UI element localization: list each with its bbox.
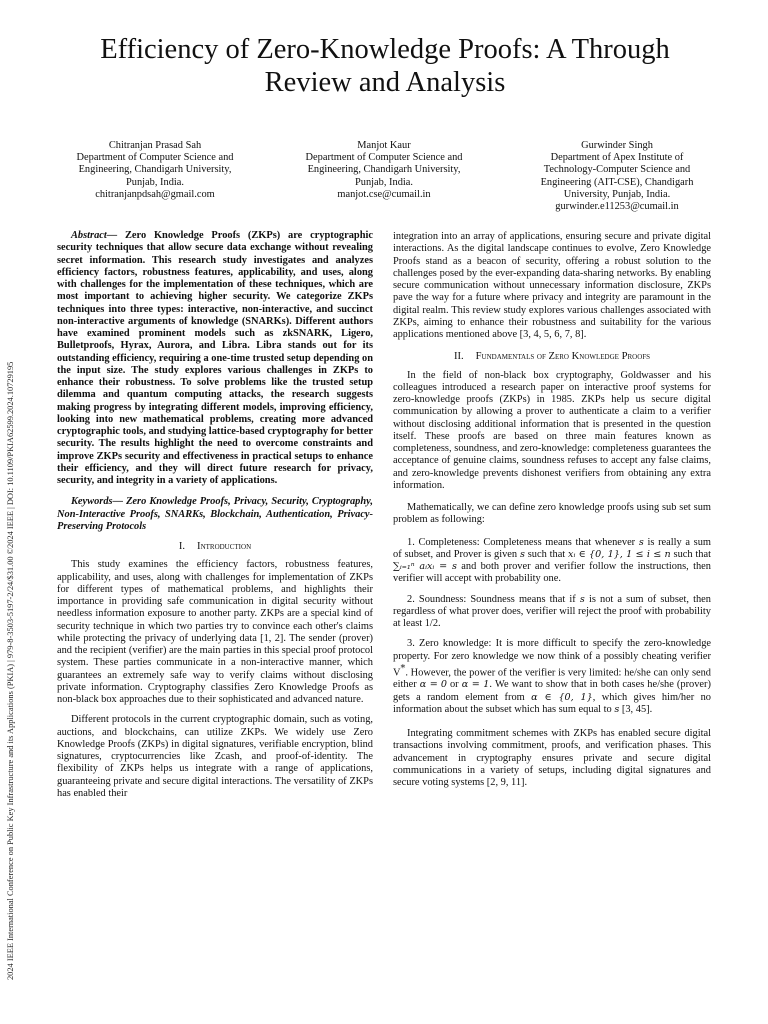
author-name: Gurwinder Singh [581, 140, 653, 151]
paper-title [40, 33, 730, 99]
keywords-label: Keywords— [71, 496, 123, 508]
intro-paragraph-3: integration into an array of applications, ensuring secure and private digital interactions. As the digital landscape continues to evolve, Zero Knowledge Proofs stand as a beacon of security, offering a robust solution to the challenges posed by the ever-expanding data-sharing networks. By enabling secure communication without unnecessary information disclosure, ZKPs pave the way for a future where privacy and integrity are paramount in the digital realm. This review study explores various challenges associated with ZKPs, aiming to enhance their robustness and suitability for the various applications mentioned above [3, 4, 5, 6, 7, 8]. [393, 231, 711, 340]
section-title: Fundamentals of Zero Knowledge Proofs [475, 351, 651, 363]
section-heading-introduction [57, 541, 373, 553]
author-affiliation: Engineering, Chandigarh University, [307, 164, 461, 176]
author-affiliation: Department of Apex Institute of [550, 152, 684, 164]
abstract-text: Zero Knowledge Proofs (ZKPs) are cryptographic security techniques that allow secure data exchange without revealing secret information. This research study investigates and analyzes efficiency factors, robustness features, applicability, and uses, along with challenges for the implementation of these techniques, which are most important to achieving higher security. We categorize ZKPs techniques into three types: interactive, non-interactive, and succinct non-interactive arguments of knowledge (SNARKs). Different authors have examined prominent models such as zkSNARK, Ligero, Bulletproofs, Hyrax, Aurora, and Libra. Libra stands out for its outstanding efficiency, requiring a one-time trusted setup depending on the input size. The study explores various challenges in ZKPs to enhance their robustness. To solve problems like the trusted setup dilemma and quantum computing attacks, the research suggests making progress by integrating different models, improving efficiency, looking into new mathematical problems, creating more advanced cryptographic tools, and studying lattice-based cryptography for better security. The results highlight the need to overcome constraints and improve ZKPs security and effectiveness in practical setups to enhance their efficiency, and they will direct future research for privacy, security, and integrity in a variety of applications. [57, 230, 373, 486]
author-location: Punjab, India. [354, 176, 413, 188]
fundamentals-paragraph-1: In the field of non-black box cryptography, Goldwasser and his colleagues introduced a research paper on interactive proof systems for zero-knowledge proofs (ZKPs) in 1985. ZKPs help us secure digital communication by allowing a prover to authenticate a claim to a verifier without disclosing additional information that is presented in the question itself. These proofs are based on three main features known as completeness, soundness, and zero-knowledge: completeness guarantees the acceptance of genuine claims, soundness refuses to accept any false claims, and zero-knowledge prevents dishonest verifiers from obtaining any extra information. [393, 369, 711, 491]
list-item-soundness: 2. Soundness: Soundness means that if s is not a sum of subset, then regardless of what prover does, verifier will reject the proof with probability at least 1/2. [393, 593, 711, 629]
author-affiliation: Department of Computer Science and [76, 152, 234, 164]
list-item-zero-knowledge: 3. Zero knowledge: It is more difficult to specify the zero-knowledge property. For zero knowledge we now think of a possibly cheating verifier V*. However, the power of the verifier is very limited: he/she can only send either α = 0 or α = 1. We want to show that in both cases he/she (prover) gets a random element from α ∈ {0, 1}, which gives him/her no information about the subset which has sum equal to s [3, 45]. [393, 638, 711, 715]
intro-paragraph-2: Different protocols in the current cryptographic domain, such as voting, auctions, and blockchains, can utilize ZKPs. We widely use Zero Knowledge Proofs (ZKPs) in digital signatures, verifiable encryption, blind signatures, cryptocurrencies like Zcash, and proof-of-identity. The flexibility of ZKPs helps us integrate with a range of applications, guaranteeing private and secure digital interactions. The versatility of ZKPs has enabled their [57, 714, 373, 799]
fundamentals-paragraph-3: Integrating commitment schemes with ZKPs has enabled secure digital transactions involving commitment, proofs, and verification phases. This advancement in cryptography ensures private and secure digital communications in a variety of setups, including digital signatures and secure voting systems [2, 9, 11]. [393, 728, 711, 789]
title-line-1: Efficiency of Zero-Knowledge Proofs: A Through [100, 34, 670, 65]
abstract-label: Abstract— [71, 230, 118, 241]
section-heading-fundamentals [393, 351, 711, 363]
keywords [57, 496, 373, 533]
copyright-text: 2024 IEEE International Conference on Public Key Infrastructure and its Applications (PKIA) | 979-8-3503-5197-2/24/$31.00 ©2024 IEEE | DOI: 10.1109/PKIA62599.2024.10729195 [6, 361, 15, 980]
copyright-sidebar [2, 240, 24, 980]
section-number: II. [453, 351, 464, 363]
author-affiliation: Engineering (AIT-CSE), Chandigarh [540, 176, 694, 188]
author-2 [277, 140, 491, 201]
fundamentals-paragraph-2: Mathematically, we can define zero knowledge proofs using sub set sum problem as following: [393, 502, 711, 526]
section-title: Introduction [197, 541, 252, 552]
title-line-2: Review and Analysis [264, 67, 506, 98]
list-item-completeness: 1. Completeness: Completeness means that whenever s is really a sum of subset, and Prover is given s such that xᵢ ∈ {0, 1}, 1 ≤ i ≤ n such that ∑ᵢ₌₁ⁿ aᵢxᵢ = s and both prover and verifier follow the instructions, then verifier will accept with probability one. [393, 536, 712, 585]
section-number: I. [178, 541, 186, 552]
author-email: manjot.cse@cumail.in [337, 188, 431, 200]
author-1 [48, 140, 262, 201]
author-location: Punjab, India. [125, 176, 184, 188]
author-location: University, Punjab, India. [563, 188, 671, 200]
keywords-text: Zero Knowledge Proofs, Privacy, Security, Cryptography, Non-Interactive Proofs, SNARKs, Blockchain, Authentication, Privacy-Preserving Protocols [57, 496, 373, 532]
author-name: Chitranjan Prasad Sah [108, 140, 202, 151]
left-column [57, 230, 373, 800]
abstract [57, 230, 373, 487]
author-name: Manjot Kaur [357, 140, 411, 151]
author-affiliation: Department of Computer Science and [305, 152, 463, 164]
author-affiliation: Technology-Computer Science and [543, 164, 691, 176]
author-3 [510, 140, 724, 213]
author-email: gurwinder.e11253@cumail.in [555, 201, 679, 213]
author-email: chitranjanpdsah@gmail.com [95, 188, 215, 200]
right-column [393, 231, 711, 789]
author-affiliation: Engineering, Chandigarh University, [78, 164, 232, 176]
intro-paragraph-1: This study examines the efficiency factors, robustness features, applicability, and uses, along with challenges for implementation of ZKPs for different types of mathematical problems, and highlights their importance in providing safe communication in digital security without needless information exposure to another party. ZKPs are a special kind of security technique in which two parties try to convince each other's claims while protecting the privacy of underlying data [1, 2]. The sender (prover) and the recipient (verifier) are the main parties in this special proof protocol system. These parties communicate in a non-interactive manner, which guarantees an extremely safe way to verify claims without disclosing private information. Cryptography classifies Zero Knowledge Proofs as non-black box approaches due to their sophisticated and advanced nature. [57, 559, 373, 705]
